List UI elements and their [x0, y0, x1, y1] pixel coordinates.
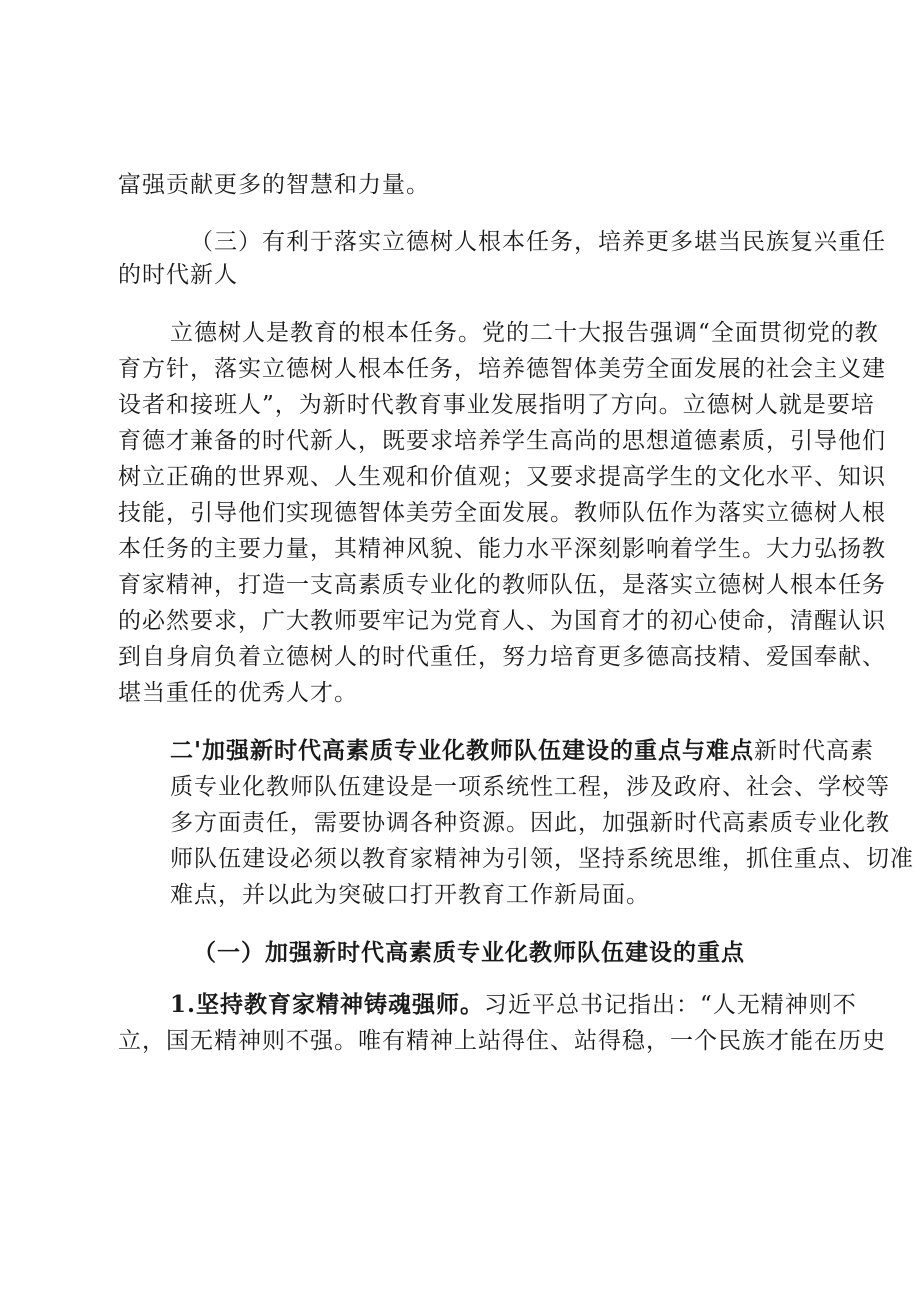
paragraph-line: 到自身肩负着立德树人的时代重任，努力培育更多德高技精、爱国奉献、 [118, 644, 886, 670]
paragraph-text: 新时代高素 [754, 738, 875, 764]
paragraph-line: 育方针，落实立德树人根本任务，培养德智体美劳全面发展的社会主义建 [118, 356, 886, 382]
paragraph-text: 习近平总书记指出：“人无精神则不 [484, 992, 857, 1018]
paragraph-line: 树立正确的世界观、人生观和价值观；又要求提高学生的文化水平、知识 [118, 464, 886, 490]
paragraph-line: 难点，并以此为突破口打开教育工作新局面。 [170, 882, 650, 908]
paragraph-line: 立德树人是教育的根本任务。党的二十大报告强调“全面贯彻党的教 [170, 320, 879, 346]
paragraph-line: 育德才兼备的时代新人，既要求培养学生高尚的思想道德素质，引导他们 [118, 428, 886, 454]
paragraph-line: 育家精神，打造一支高素质专业化的教师队伍，是落实立德树人根本任务 [118, 572, 886, 598]
paragraph-line: 的必然要求，广大教师要牢记为党育人、为国育才的初心使命，清醒认识 [118, 608, 886, 634]
paragraph-line: 设者和接班人”，为新时代教育事业发展指明了方向。立德树人就是要培 [118, 392, 875, 418]
paragraph-line: 立，国无精神则不强。唯有精神上站得住、站得稳，一个民族才能在历史 [118, 1028, 886, 1054]
paragraph-line: 本任务的主要力量，其精神风貌、能力水平深刻影响着学生。大力弘扬教 [118, 536, 886, 562]
chapter-heading-line [170, 736, 875, 766]
chapter-heading: 二'加强新时代高素质专业化教师队伍建设的重点与难点 [170, 737, 755, 764]
paragraph-line: 富强贡献更多的智慧和力量。 [118, 172, 430, 198]
paragraph-line: 多方面责任，需要协调各种资源。因此，加强新时代高素质专业化教 [170, 810, 890, 836]
item-heading: 1.坚持教育家精神铸魂强师。 [170, 991, 485, 1018]
paragraph-line: 质专业化教师队伍建设是一项系统性工程，涉及政府、社会、学校等 [170, 774, 890, 800]
paragraph-line: 师队伍建设必须以教育家精神为引领，坚持系统思维，抓住重点、切准 [170, 846, 914, 872]
section-heading-line: 的时代新人 [118, 262, 238, 288]
paragraph-line [170, 990, 857, 1020]
section-heading-line: （三）有利于落实立德树人根本任务，培养更多堪当民族复兴重任 [190, 229, 886, 255]
paragraph-line: 技能，引导他们实现德智体美劳全面发展。教师队伍作为落实立德树人根 [118, 500, 886, 526]
paragraph-line: 堪当重任的优秀人才。 [118, 680, 358, 706]
subsection-heading: （一）加强新时代高素质专业化教师队伍建设的重点 [193, 939, 745, 966]
